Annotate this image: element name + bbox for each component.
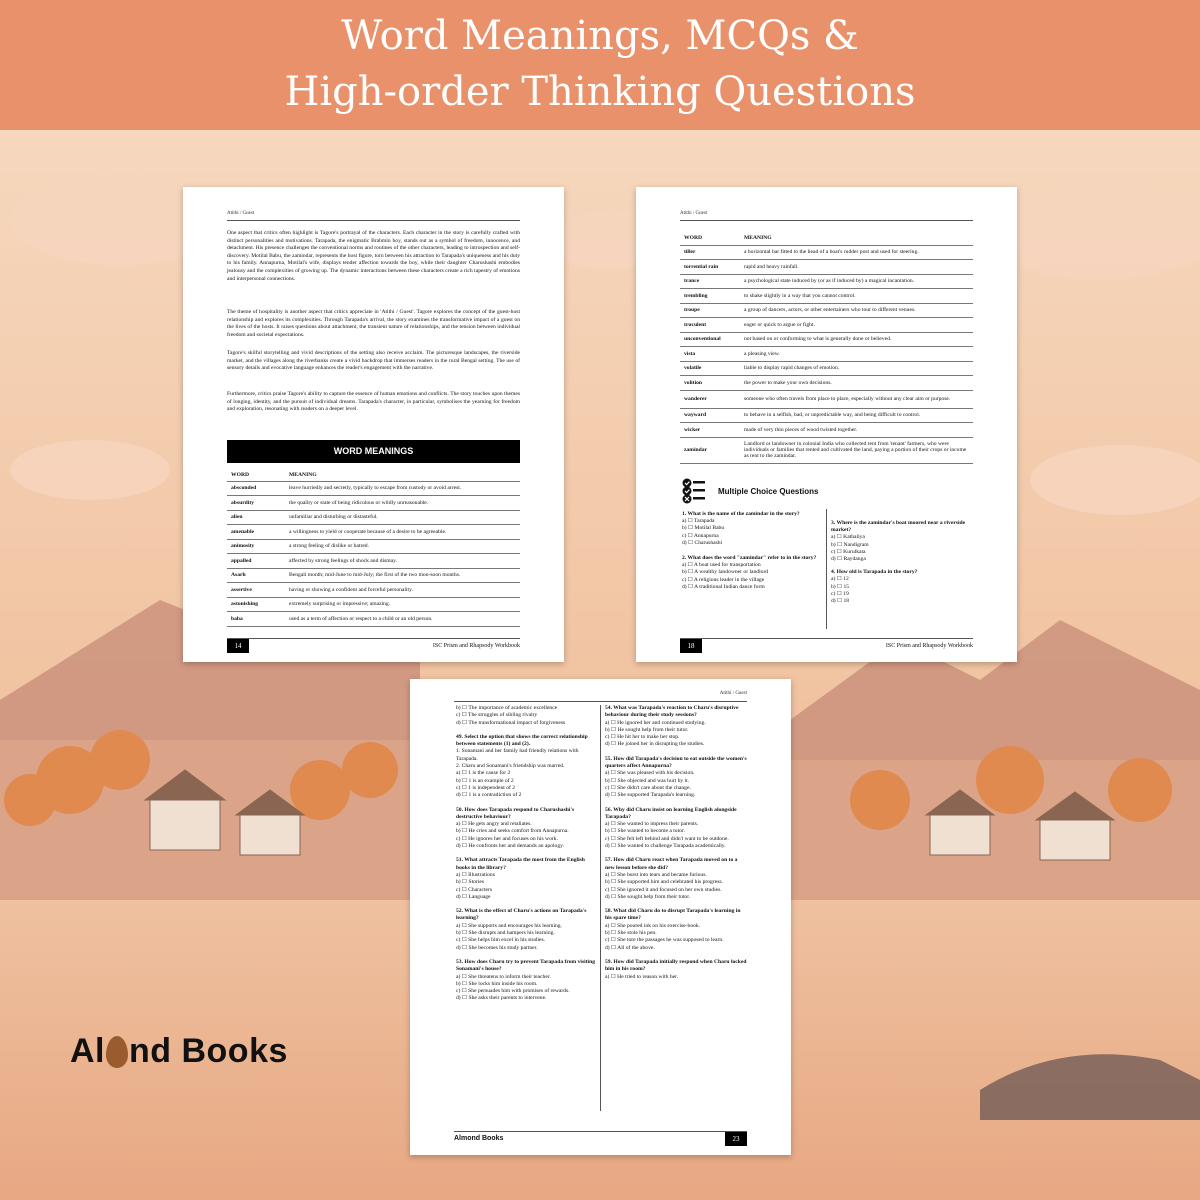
option: a) ☐ He tried to reason with her. (605, 973, 679, 980)
option: d) ☐ Charushashi (682, 539, 723, 546)
paragraph: Furthermore, critics praise Tagore's ability to capture the essence of human emotions and conflicts. The story touches upon themes of longing, identity, and the pursuit of individual dreams. Tarapada's character, in particular, symbolises the yearning for freedom and exploration, resonating with readers on a deeper level. (227, 391, 520, 413)
mcq-column-left (682, 507, 822, 591)
question: 52. What is the effect of Charu's actions on Tarapada's learning? (456, 908, 587, 922)
option: b) ☐ Nandigram (831, 541, 869, 548)
workbook-page-23 (410, 679, 791, 1155)
option: a) ☐ She threatens to inform their teacher. (456, 973, 551, 980)
option: a) ☐ He gets angry and retaliates. (456, 821, 532, 828)
question: 53. How does Charu try to prevent Tarapada from visiting Sonamani's house? (456, 958, 596, 973)
col-header-meaning: MEANING (740, 231, 973, 245)
option: d) ☐ Language (456, 893, 491, 900)
option: d) ☐ 18 (831, 598, 850, 605)
option: a) ☐ She supports and encourages his learning. (456, 922, 562, 929)
table-row: truculent eager or quick to argue or fight. (680, 318, 973, 333)
paragraph: The theme of hospitality is another aspect that critics appreciate in 'Atithi / Guest'. Tagore explores the concept of the guest-host relationship and explores its complexities. Through Tarapada's arrival, the story examines the transformative impact of a guest on the lives of the hosts. It raises questions about attachment, the transient nature of relationships, and the tension between individual freedom and societal expectations. (227, 309, 520, 338)
mcq-column-left (456, 705, 596, 1003)
option: c) ☐ She persuades him with promises of rewards. (456, 988, 570, 995)
option: b) ☐ 1 is an example of 2 (456, 777, 514, 784)
option: a) ☐ She was pleased with his decision. (605, 770, 695, 777)
option: a) ☐ She poured ink on his exercise-book. (605, 922, 701, 929)
question: 58. What did Charu do to disrupt Tarapada's learning in his spare time? (605, 908, 741, 922)
table-row: wanderer someone who often travels from place to place, especially without any clear aim or purpose. (680, 390, 973, 408)
table-row: wicker made of very thin pieces of wood twisted together. (680, 423, 973, 438)
small-brand-logo: Almond Books (454, 1135, 504, 1142)
option: a) ☐ A boat used for transportation (682, 562, 761, 569)
option: d) ☐ He confronts her and demands an apology. (456, 843, 564, 850)
page-header: Atithi / Guest (719, 691, 747, 696)
mcq-title: Multiple Choice Questions (718, 487, 819, 496)
option: c) ☐ She didn't care about the change. (605, 784, 691, 791)
table-row: vista a pleasing view. (680, 347, 973, 362)
question: 57. How did Charu react when Tarapada moved on to a new lesson before she did? (605, 857, 738, 871)
table-row: torrential rain rapid and heavy rainfall. (680, 260, 973, 275)
option: c) ☐ She helps him excel in his studies. (456, 937, 546, 944)
option: b) ☐ He sought help from their tutor. (605, 726, 689, 733)
option: b) ☐ She stole his pen. (605, 930, 657, 937)
option: b) ☐ Motilal Babu (682, 525, 725, 532)
option: b) ☐ The importance of academic excellence (456, 705, 558, 711)
table-row: baba used as a term of affection or respect to a child or an old person. (227, 612, 520, 627)
option: a) ☐ She wanted to impress their parents. (605, 821, 699, 828)
page-number: 14 (227, 639, 249, 653)
option: c) ☐ She ignored it and focused on her own studies. (605, 886, 722, 893)
option: b) ☐ Stories (456, 879, 485, 886)
page-footer: ISC Prism and Rhapsody Workbook (885, 643, 973, 649)
option: b) ☐ She objected and was hurt by it. (605, 777, 690, 784)
question: 1. What is the name of the zamindar in the story? (682, 511, 800, 517)
workbook-page-14 (183, 187, 564, 662)
option: d) ☐ She wanted to challenge Tarapada academically. (605, 843, 726, 850)
option: c) ☐ The struggles of sibling rivalry (456, 712, 538, 719)
option: d) ☐ 1 is a contradiction of 2 (456, 792, 522, 799)
paragraph: Tagore's skilful storytelling and vivid descriptions of the setting also receive acclaim. The picturesque landscapes, the riverside market, and the villages along the riverbanks create a vivid backdrop that immerses readers in the rural Bengal setting. The use of sensory details and evocative language enhances the reader's engagement with the narrative. (227, 350, 520, 372)
option: a) ☐ Illustrations (456, 871, 495, 878)
table-row: absurdity the quality or state of being ridiculous or wildly unreasonable. (227, 496, 520, 511)
col-header-meaning: MEANING (285, 469, 520, 481)
option: b) ☐ He cries and seeks comfort from Annapurna. (456, 828, 569, 835)
mcq-column-right (831, 516, 973, 605)
paragraph: One aspect that critics often highlight is Tagore's portrayal of the characters. Each character in the story is carefully crafted with distinct personalities and motivations. Tarapada, the enigmatic Brahmin boy, stands out as a symbol of freedom, innocence, and detachment. His presence challenges the conventional norms and routines of the other characters, leading to introspection and self-discovery. Motilal Babu, the zamindar, represents the host figure, torn between his attraction to Tarapada's uniqueness and his duty to his family. Annapurna, Motilal's wife, displays tender affection towards the boy, while their daughter Charushashi embodies jealousy and the complexities of growing up. The dynamic interactions between these characters create a rich tapestry of emotions and interpersonal connections. (227, 230, 520, 282)
option: b) ☐ She wanted to become a tutor. (605, 828, 685, 835)
table-row: Asarh Bengali month; mid-June to mid-July; the first of the two mon-soon months. (227, 568, 520, 583)
option: c) ☐ She felt left behind and didn't want to be outdone. (605, 835, 729, 842)
option: c) ☐ Annapurna (682, 532, 719, 539)
table-row: zamindar Landlord or landowner in colonial India who collected rent from 'tenant' farmers, who were individuals or families that rented and cultivated the land, paying a portion of their crops or income as rent to the zamindar. (680, 437, 973, 463)
option: d) ☐ A traditional Indian dance form (682, 583, 765, 590)
option: a) ☐ 1 is the cause for 2 (456, 770, 511, 777)
page-header: Atithi / Guest (680, 211, 708, 216)
option: c) ☐ 19 (831, 590, 849, 597)
banner-title-line-2: High-order Thinking Questions (284, 69, 916, 115)
option: b) ☐ She disrupts and hampers his learning. (456, 930, 555, 937)
page-header: Atithi / Guest (227, 211, 255, 216)
almond-books-logo: Al nd Books (70, 1032, 288, 1070)
option: a) ☐ Tarapada (682, 518, 715, 525)
option: d) ☐ She sought help from their tutor. (605, 893, 691, 900)
option: b) ☐ 15 (831, 583, 850, 590)
table-row: assertive having or showing a confident and forceful personality. (227, 583, 520, 598)
col-header-word: WORD (680, 231, 740, 245)
table-row: volition the power to make your own decisions. (680, 376, 973, 391)
option: c) ☐ He hit her to make her stop. (605, 734, 680, 741)
option: d) ☐ Raydanga (831, 556, 866, 563)
table-row: amenable a willingness to yield or cooperate because of a desire to be agreeable. (227, 525, 520, 540)
option: c) ☐ He ignores her and focuses on his work. (456, 835, 558, 842)
table-row: volatile liable to display rapid changes of emotion. (680, 361, 973, 376)
banner-title-line-1: Word Meanings, MCQs & (341, 13, 859, 59)
option: d) ☐ The transformational impact of forgiveness (456, 719, 566, 726)
page-footer: ISC Prism and Rhapsody Workbook (432, 643, 520, 649)
option: a) ☐ 12 (831, 576, 849, 583)
question: 54. What was Tarapada's reaction to Charu's disruptive behaviour during their study sessions? (605, 705, 739, 719)
question: 55. How did Tarapada's decision to eat outside the women's quarters affect Annapurna? (605, 755, 747, 770)
question: 49. Select the option that shows the correct relationship between statements (1) and (2). (456, 733, 588, 748)
question: 3. Where is the zamindar's boat moored near a riverside market? (831, 520, 966, 534)
option: d) ☐ All of the above. (605, 944, 655, 951)
option: a) ☐ He ignored her and continued studying. (605, 719, 706, 726)
option: b) ☐ She locks him inside his room. (456, 980, 538, 987)
title-banner (0, 0, 1200, 130)
option: a) ☐ Kathaliya (831, 534, 865, 541)
option: c) ☐ Characters (456, 886, 493, 893)
word-meanings-table (227, 469, 520, 627)
option: d) ☐ She asks their parents to intervene. (456, 995, 547, 1002)
option: d) ☐ She becomes his study partner. (456, 944, 538, 951)
table-row: troupe a group of dancers, actors, or other entertainers who tour to different venues. (680, 303, 973, 318)
table-row: wayward to behave in a selfish, bad, or unpredictable way, and being difficult to control. (680, 408, 973, 423)
checklist-icon (682, 478, 706, 504)
option: b) ☐ A wealthy landowner or landlord (682, 569, 769, 576)
option: c) ☐ A religious leader in the village (682, 576, 765, 583)
option: b) ☐ She supported him and celebrated his progress. (605, 879, 723, 886)
table-row: astonishing extremely surprising or impressive; amazing. (227, 597, 520, 612)
col-header-word: WORD (227, 469, 285, 481)
question: 51. What attracts Tarapada the most from the English books in the library? (456, 857, 585, 871)
option: c) ☐ 1 is independent of 2 (456, 784, 516, 791)
table-row: tiller a horizontal bar fitted to the head of a boat's rudder post and used for steering. (680, 245, 973, 260)
page-number: 23 (725, 1132, 747, 1146)
option: d) ☐ He joined her in disrupting the studies. (605, 741, 705, 748)
table-row: absconded leave hurriedly and secretly, typically to escape from custody or avoid arrest. (227, 481, 520, 496)
question: 50. How does Tarapada respond to Charushashi's destructive behaviour? (456, 806, 575, 820)
workbook-page-18 (636, 187, 1017, 662)
option: 1. Sonamani and her family had friendly relations with Tarapada. (456, 748, 579, 762)
option: 2. Charu and Sonamani's friendship was marred. (456, 763, 565, 770)
word-meanings-table (680, 231, 973, 464)
page-number: 18 (680, 639, 702, 653)
table-row: alien unfamiliar and disturbing or distasteful. (227, 510, 520, 525)
option: a) ☐ She burst into tears and became furious. (605, 871, 707, 878)
option: c) ☐ She tore the passages he was supposed to learn. (605, 937, 724, 944)
table-row: trembling to shake slightly in a way that you cannot control. (680, 289, 973, 304)
question: 4. How old is Tarapada in the story? (831, 569, 918, 576)
table-row: appalled affected by strong feelings of shock and dismay. (227, 554, 520, 569)
question: 2. What does the word "zamindar" refer to in the story? (682, 555, 817, 562)
table-row: unconventional not based on or conforming to what is generally done or believed. (680, 332, 973, 347)
question: 59. How did Tarapada initially respond when Charu locked him in his room? (605, 958, 747, 973)
option: d) ☐ She supported Tarapada's learning. (605, 792, 696, 799)
almond-icon (106, 1036, 128, 1068)
table-row: trance a psychological state induced by (or as if induced by) a magical incantation. (680, 274, 973, 289)
option: c) ☐ Kurulkata (831, 548, 866, 555)
mcq-column-right (605, 705, 747, 981)
question: 56. Why did Charu insist on learning English alongside Tarapada? (605, 806, 737, 820)
section-heading: WORD MEANINGS (227, 440, 520, 463)
table-row: animosity a strong feeling of dislike or hatred. (227, 539, 520, 554)
